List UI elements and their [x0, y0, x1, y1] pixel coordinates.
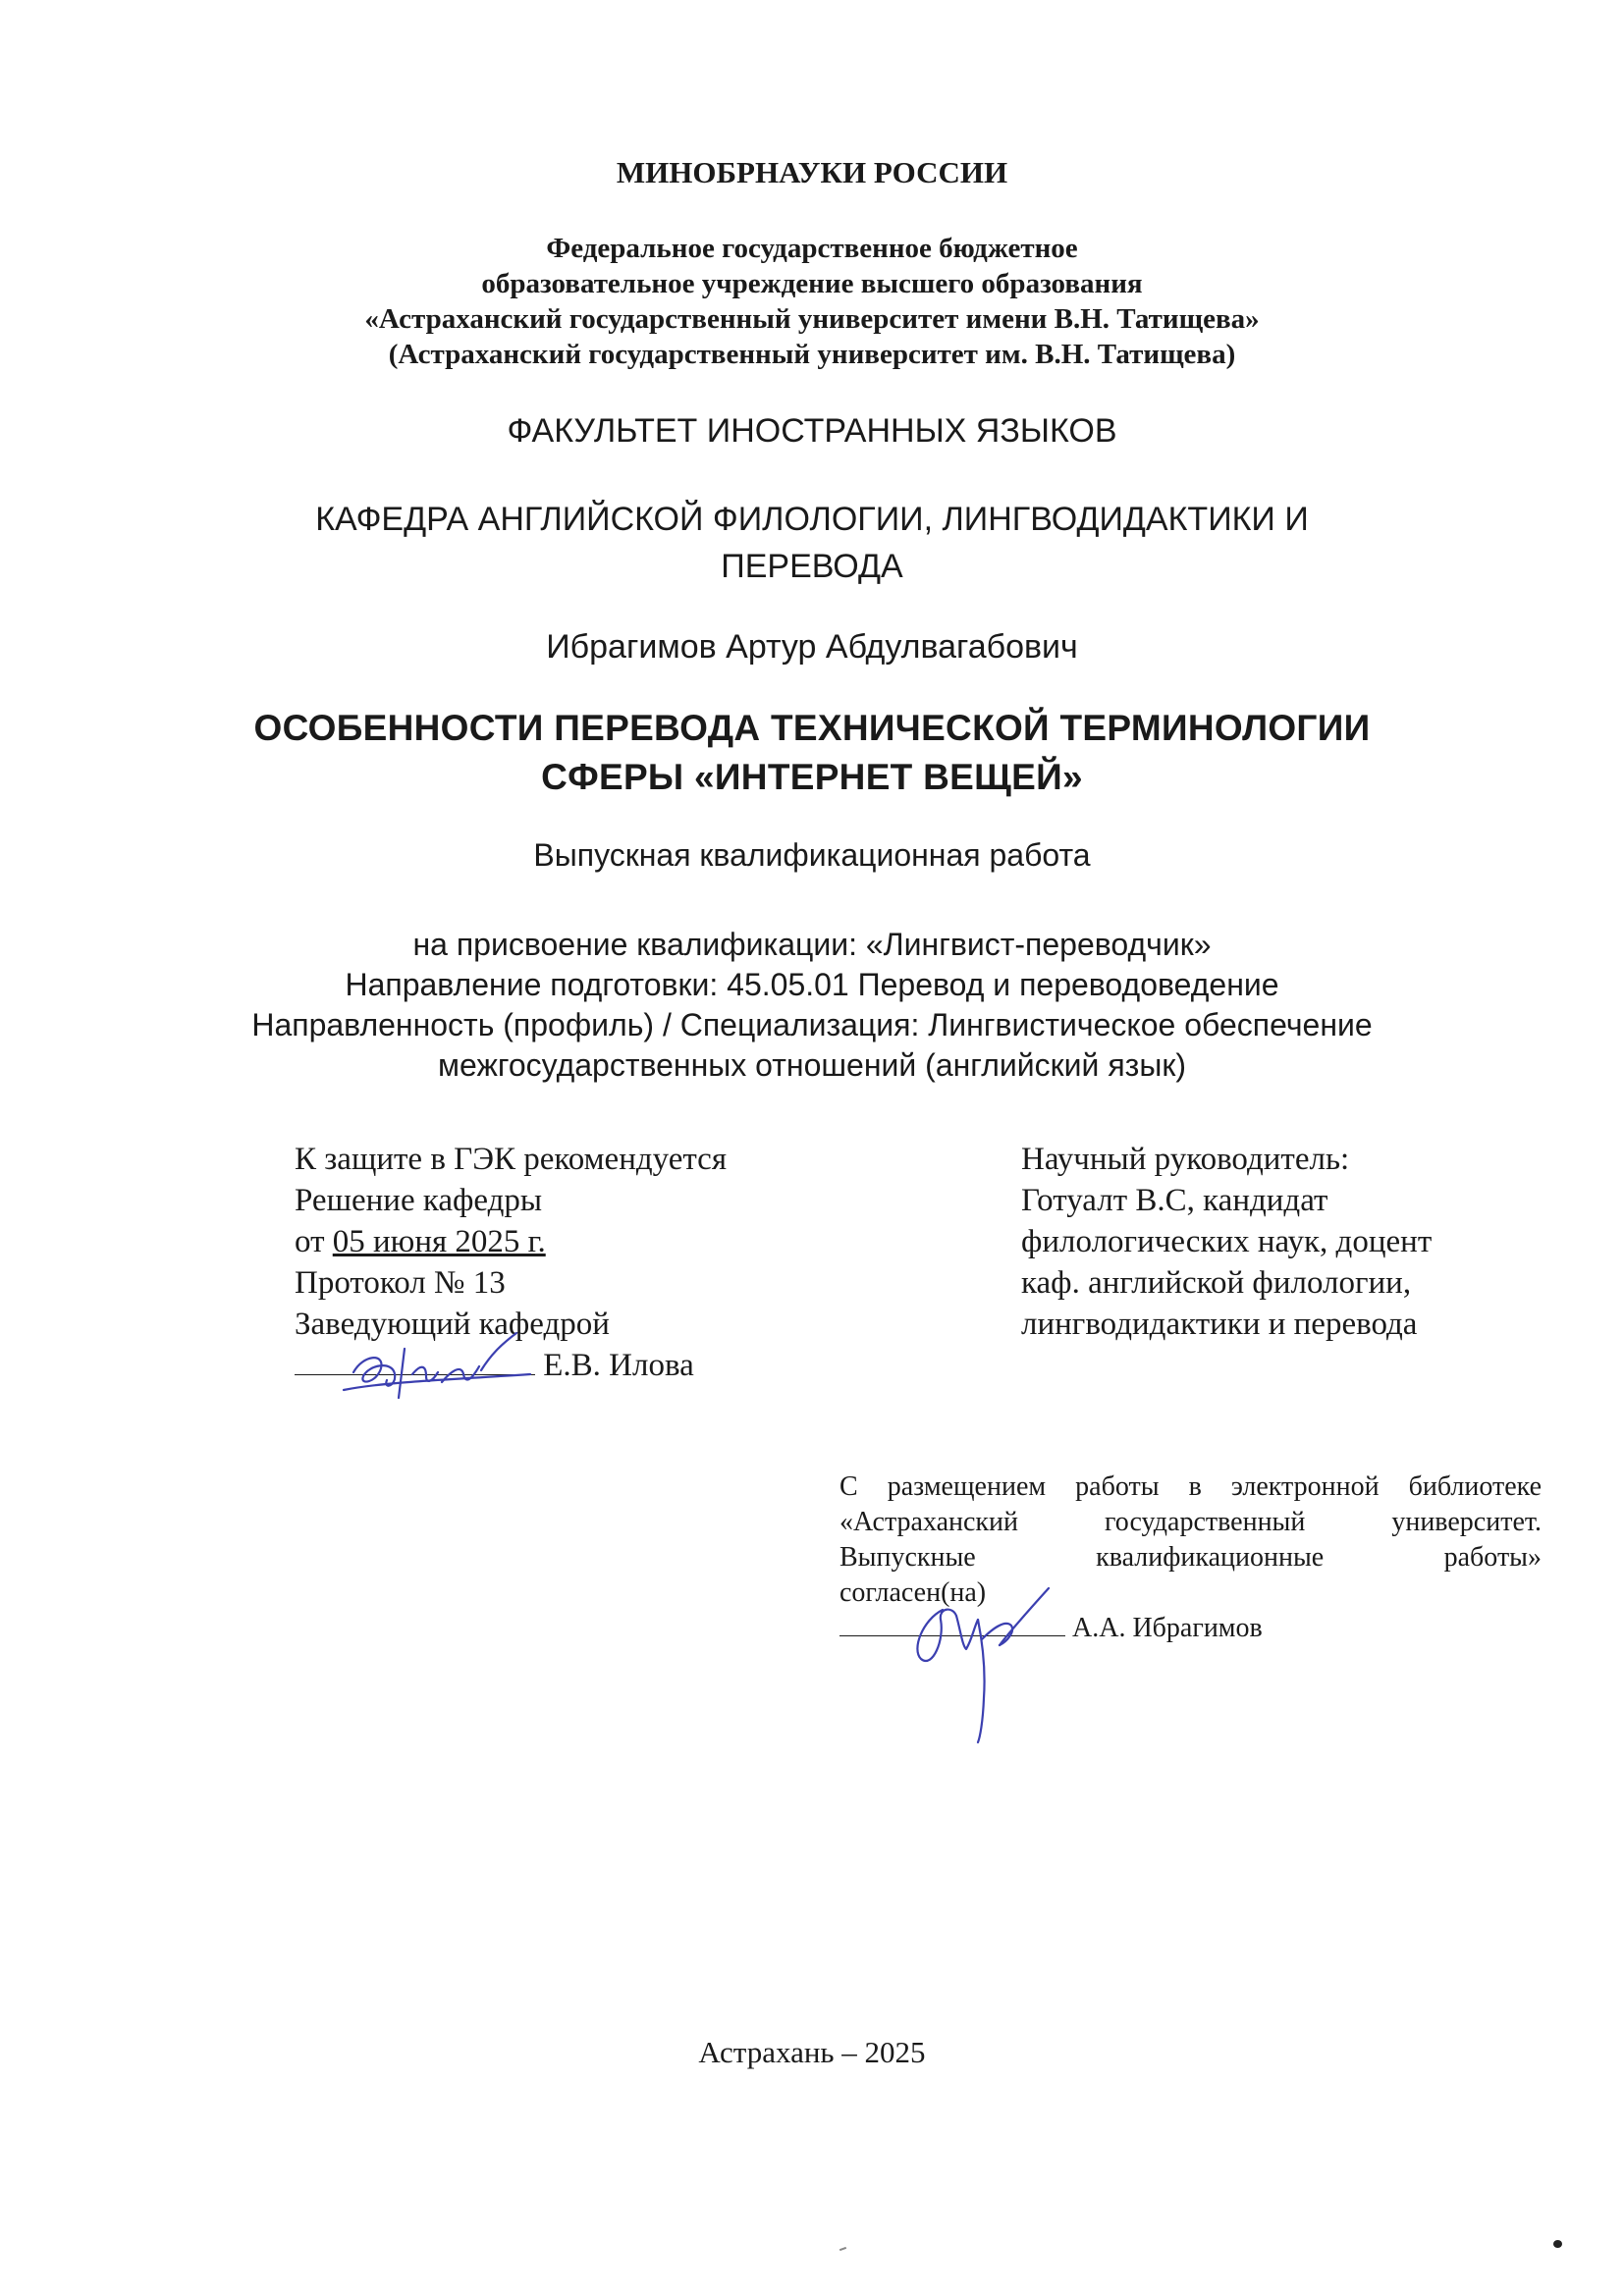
- work-type: Выпускная квалификационная работа: [533, 837, 1091, 873]
- ministry-heading: МИНОБРНАУКИ РОССИИ: [616, 155, 1008, 189]
- qualification-line: Направленность (профиль) / Специализация: Лингвистическое обеспечение: [251, 1007, 1373, 1042]
- defense-date-line: [295, 1221, 884, 1262]
- department-line: ПЕРЕВОДА: [721, 548, 903, 585]
- author-name: Ибрагимов Артур Абдулвагабович: [546, 628, 1078, 666]
- consent-line: «Астраханский государственный университет.: [839, 1507, 1542, 1537]
- consent-line: С размещением работы в электронной библиотеке: [839, 1471, 1542, 1502]
- qualification-line: на присвоение квалификации: «Лингвист-переводчик»: [412, 927, 1212, 962]
- supervisor-line: каф. английской филологии,: [1021, 1265, 1412, 1301]
- consent-agree: согласен(на): [839, 1577, 987, 1608]
- institution-name: [0, 231, 1624, 372]
- supervisor-line: Готуалт В.С, кандидат: [1021, 1183, 1328, 1218]
- qualification-line: Направление подготовки: 45.05.01 Перевод и переводоведение: [345, 967, 1279, 1002]
- institution-line: (Астраханский государственный университет им. В.Н. Татищева): [388, 339, 1236, 370]
- institution-line: образовательное учреждение высшего образования: [481, 268, 1143, 299]
- city-year: Астрахань – 2025: [698, 2035, 926, 2069]
- institution-line: «Астраханский государственный университет имени В.Н. Татищева»: [364, 303, 1260, 335]
- qualification-block: [0, 925, 1624, 1086]
- library-consent: [839, 1469, 1542, 1575]
- department-name: [0, 496, 1624, 590]
- date-prefix: от: [295, 1224, 333, 1259]
- defense-date: 05 июня 2025 г.: [332, 1224, 546, 1259]
- supervisor-block: [1021, 1139, 1571, 1345]
- consent-line: Выпускные квалификационные работы»: [839, 1542, 1542, 1573]
- thesis-title: [0, 704, 1624, 802]
- scan-speck: [839, 2247, 846, 2251]
- faculty-name: ФАКУЛЬТЕТ ИНОСТРАННЫХ ЯЗЫКОВ: [507, 412, 1117, 450]
- head-label: Заведующий кафедрой: [295, 1307, 610, 1342]
- supervisor-line: филологических наук, доцент: [1021, 1224, 1433, 1259]
- supervisor-line: лингводидактики и перевода: [1021, 1307, 1418, 1342]
- qualification-line: межгосударственных отношений (английский язык): [438, 1047, 1186, 1083]
- institution-line: Федеральное государственное бюджетное: [546, 233, 1078, 264]
- department-line: КАФЕДРА АНГЛИЙСКОЙ ФИЛОЛОГИИ, ЛИНГВОДИДАКТИКИ И: [315, 501, 1309, 538]
- head-signature-icon: [324, 1325, 550, 1414]
- head-name: Е.В. Илова: [543, 1348, 694, 1383]
- scan-speck: [1553, 2240, 1562, 2248]
- student-name: А.А. Ибрагимов: [1072, 1613, 1263, 1643]
- defense-line: Решение кафедры: [295, 1183, 543, 1218]
- defense-line: К защите в ГЭК рекомендуется: [295, 1142, 728, 1177]
- supervisor-label: Научный руководитель:: [1021, 1142, 1350, 1177]
- title-line: СФЕРЫ «ИНТЕРНЕТ ВЕЩЕЙ»: [541, 757, 1083, 797]
- protocol-number: Протокол № 13: [295, 1265, 506, 1301]
- student-signature-icon: [884, 1580, 1080, 1747]
- title-line: ОСОБЕННОСТИ ПЕРЕВОДА ТЕХНИЧЕСКОЙ ТЕРМИНОЛОГИИ: [253, 708, 1371, 748]
